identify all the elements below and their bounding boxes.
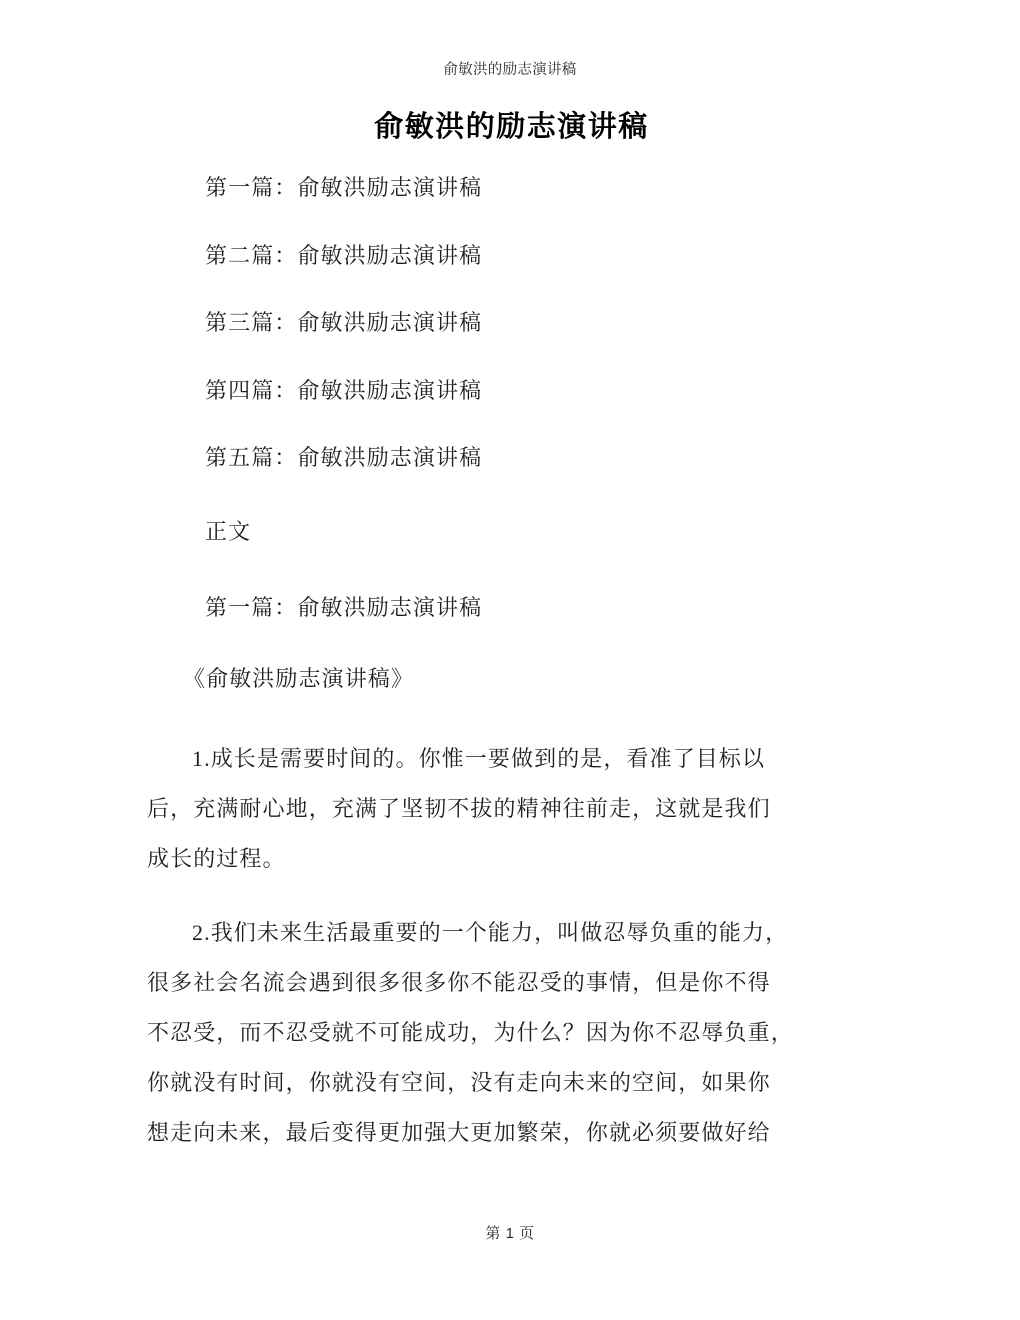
toc-item-1[interactable]: 第一篇：俞敏洪励志演讲稿 <box>205 175 483 201</box>
page-title: 俞敏洪的励志演讲稿 <box>374 111 649 143</box>
document-content <box>147 108 876 1158</box>
paragraph-line: 成长的过程。 <box>147 845 286 871</box>
page-number-footer: 第 1 页 <box>485 1225 535 1242</box>
paragraph-2 <box>147 908 876 1158</box>
paragraph-line: 你就没有时间，你就没有空间，没有走向未来的空间，如果你 <box>147 1069 771 1095</box>
paragraph-line: 后，充满耐心地，充满了坚韧不拔的精神往前走，这就是我们 <box>147 795 771 821</box>
paragraph-line: 1.成长是需要时间的。你惟一要做到的是，看准了目标以 <box>192 745 766 771</box>
section-heading: 第一篇：俞敏洪励志演讲稿 <box>205 595 483 621</box>
paragraph-1 <box>147 734 876 884</box>
work-title: 《俞敏洪励志演讲稿》 <box>183 665 415 691</box>
toc-item-5[interactable]: 第五篇：俞敏洪励志演讲稿 <box>205 445 483 471</box>
toc-item-2[interactable]: 第二篇：俞敏洪励志演讲稿 <box>205 242 483 268</box>
paragraph-line: 不忍受，而不忍受就不可能成功，为什么？因为你不忍辱负重， <box>147 1019 794 1045</box>
body-marker-label: 正文 <box>205 518 252 544</box>
paragraph-line: 2.我们未来生活最重要的一个能力，叫做忍辱负重的能力， <box>192 919 789 945</box>
running-header: 俞敏洪的励志演讲稿 <box>443 62 577 78</box>
paragraph-line: 想走向未来，最后变得更加强大更加繁荣，你就必须要做好给 <box>147 1119 771 1145</box>
toc-item-3[interactable]: 第三篇：俞敏洪励志演讲稿 <box>205 310 483 336</box>
toc-item-4[interactable]: 第四篇：俞敏洪励志演讲稿 <box>205 377 483 403</box>
paragraph-line: 很多社会名流会遇到很多很多你不能忍受的事情，但是你不得 <box>147 969 771 995</box>
table-of-contents <box>147 177 876 469</box>
